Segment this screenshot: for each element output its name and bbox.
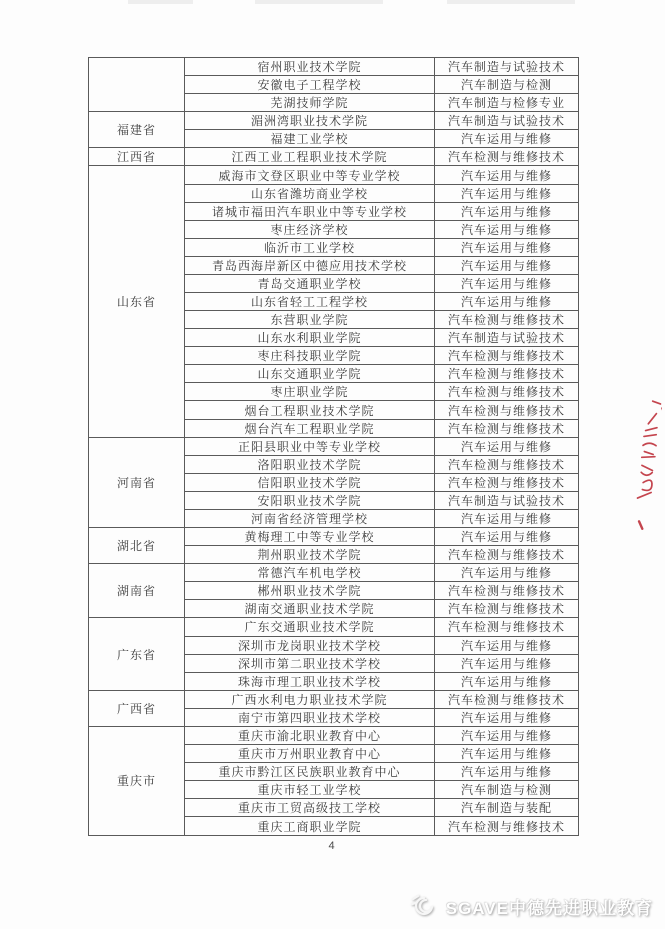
program-cell: 汽车制造与试验技术: [435, 329, 579, 347]
school-cell: 烟台汽车工程职业学院: [185, 419, 435, 437]
school-cell: 烟台工程职业技术学院: [185, 401, 435, 419]
table-row: [89, 528, 579, 546]
program-cell: 汽车运用与维修: [435, 274, 579, 292]
sgave-logo-icon: [409, 893, 439, 919]
program-cell: 汽车检测与维修技术: [435, 383, 579, 401]
province-cell: 福建省: [89, 112, 185, 148]
province-cell: [89, 58, 185, 112]
school-cell: 重庆市万州职业教育中心: [185, 744, 435, 762]
program-cell: 汽车制造与试验技术: [435, 491, 579, 509]
program-cell: 汽车运用与维修: [435, 293, 579, 311]
program-cell: 汽车检测与维修技术: [435, 311, 579, 329]
program-cell: 汽车运用与维修: [435, 130, 579, 148]
school-cell: 临沂市工业学校: [185, 238, 435, 256]
school-cell: 荆州职业技术学院: [185, 546, 435, 564]
school-program-table: [88, 57, 579, 836]
school-cell: 重庆市渝北职业教育中心: [185, 726, 435, 744]
table-row: [89, 618, 579, 636]
program-cell: 汽车制造与检修专业: [435, 94, 579, 112]
school-cell: 枣庄科技职业学院: [185, 347, 435, 365]
school-cell: 江西工业工程职业技术学院: [185, 148, 435, 166]
red-handwriting-annotation: [634, 398, 662, 532]
scan-artifact: [128, 0, 193, 4]
province-cell: 江西省: [89, 148, 185, 166]
school-cell: 山东水利职业学院: [185, 329, 435, 347]
school-cell: 安阳职业技术学院: [185, 491, 435, 509]
program-cell: 汽车运用与维修: [435, 654, 579, 672]
scan-artifact: [255, 0, 383, 4]
table-row: [89, 726, 579, 744]
school-cell: 枣庄职业学院: [185, 383, 435, 401]
table-row: [89, 564, 579, 582]
province-cell: 广西省: [89, 690, 185, 726]
program-cell: 汽车运用与维修: [435, 708, 579, 726]
province-cell: 湖南省: [89, 564, 185, 618]
program-cell: 汽车检测与维修技术: [435, 618, 579, 636]
school-cell: 郴州职业技术学院: [185, 582, 435, 600]
school-cell: 重庆市工贸高级技工学校: [185, 799, 435, 817]
program-cell: 汽车运用与维修: [435, 564, 579, 582]
program-cell: 汽车制造与装配: [435, 799, 579, 817]
school-cell: 珠海市理工职业技术学校: [185, 672, 435, 690]
table-row: [89, 58, 579, 76]
school-cell: 枣庄经济学校: [185, 220, 435, 238]
school-cell: 正阳县职业中等专业学校: [185, 437, 435, 455]
school-cell: 山东省潍坊商业学校: [185, 184, 435, 202]
school-cell: 芜湖技师学院: [185, 94, 435, 112]
school-cell: 诸城市福田汽车职业中等专业学校: [185, 202, 435, 220]
school-cell: 重庆市轻工业学校: [185, 781, 435, 799]
program-cell: 汽车运用与维修: [435, 220, 579, 238]
school-cell: 青岛交通职业学校: [185, 274, 435, 292]
program-cell: 汽车检测与维修技术: [435, 455, 579, 473]
scan-artifact: [447, 0, 575, 4]
school-cell: 黄梅理工中等专业学校: [185, 528, 435, 546]
program-cell: 汽车检测与维修技术: [435, 582, 579, 600]
school-cell: 深圳市第二职业技术学校: [185, 654, 435, 672]
province-cell: 山东省: [89, 166, 185, 437]
program-cell: 汽车制造与检测: [435, 76, 579, 94]
table-row: [89, 690, 579, 708]
table-row: [89, 148, 579, 166]
program-cell: 汽车检测与维修技术: [435, 148, 579, 166]
province-cell: 河南省: [89, 437, 185, 527]
school-cell: 青岛西海岸新区中德应用技术学校: [185, 256, 435, 274]
school-cell: 山东交通职业学院: [185, 365, 435, 383]
school-cell: 洛阳职业技术学院: [185, 455, 435, 473]
program-cell: 汽车检测与维修技术: [435, 600, 579, 618]
school-cell: 福建工业学校: [185, 130, 435, 148]
program-cell: 汽车运用与维修: [435, 726, 579, 744]
table-row: [89, 437, 579, 455]
program-cell: 汽车运用与维修: [435, 202, 579, 220]
program-cell: 汽车运用与维修: [435, 437, 579, 455]
program-cell: 汽车运用与维修: [435, 238, 579, 256]
school-cell: 重庆工商职业学院: [185, 817, 435, 836]
program-cell: 汽车检测与维修技术: [435, 419, 579, 437]
school-cell: 广西水利电力职业技术学院: [185, 690, 435, 708]
program-cell: 汽车运用与维修: [435, 509, 579, 527]
program-cell: 汽车检测与维修技术: [435, 401, 579, 419]
footer-brand-text: SGAVE中德先进职业教育: [445, 898, 653, 918]
program-cell: 汽车检测与维修技术: [435, 690, 579, 708]
province-cell: 重庆市: [89, 726, 185, 835]
school-cell: 威海市文登区职业中等专业学校: [185, 166, 435, 184]
program-cell: 汽车运用与维修: [435, 256, 579, 274]
program-cell: 汽车检测与维修技术: [435, 365, 579, 383]
program-cell: 汽车运用与维修: [435, 184, 579, 202]
province-cell: 广东省: [89, 618, 185, 690]
school-cell: 河南省经济管理学校: [185, 509, 435, 527]
school-cell: 山东省轻工工程学校: [185, 293, 435, 311]
school-cell: 安徽电子工程学校: [185, 76, 435, 94]
footer-watermark: [409, 893, 653, 919]
program-cell: 汽车检测与维修技术: [435, 473, 579, 491]
program-cell: 汽车运用与维修: [435, 763, 579, 781]
program-cell: 汽车检测与维修技术: [435, 817, 579, 836]
school-cell: 湖南交通职业技术学院: [185, 600, 435, 618]
school-cell: 广东交通职业技术学院: [185, 618, 435, 636]
program-cell: 汽车检测与维修技术: [435, 347, 579, 365]
table-row: [89, 112, 579, 130]
school-cell: 东营职业学院: [185, 311, 435, 329]
program-cell: 汽车运用与维修: [435, 744, 579, 762]
program-cell: 汽车制造与检测: [435, 781, 579, 799]
school-cell: 常德汽车机电学校: [185, 564, 435, 582]
program-cell: 汽车检测与维修技术: [435, 546, 579, 564]
school-cell: 宿州职业技术学院: [185, 58, 435, 76]
program-cell: 汽车制造与试验技术: [435, 58, 579, 76]
page-number: 4: [328, 840, 335, 852]
program-cell: 汽车运用与维修: [435, 166, 579, 184]
school-cell: 湄洲湾职业技术学院: [185, 112, 435, 130]
table-row: [89, 166, 579, 184]
school-cell: 南宁市第四职业技术学校: [185, 708, 435, 726]
program-cell: 汽车制造与试验技术: [435, 112, 579, 130]
school-cell: 深圳市龙岗职业技术学校: [185, 636, 435, 654]
program-cell: 汽车运用与维修: [435, 672, 579, 690]
school-cell: 信阳职业技术学院: [185, 473, 435, 491]
program-cell: 汽车运用与维修: [435, 636, 579, 654]
program-cell: 汽车运用与维修: [435, 528, 579, 546]
province-cell: 湖北省: [89, 528, 185, 564]
school-cell: 重庆市黔江区民族职业教育中心: [185, 763, 435, 781]
